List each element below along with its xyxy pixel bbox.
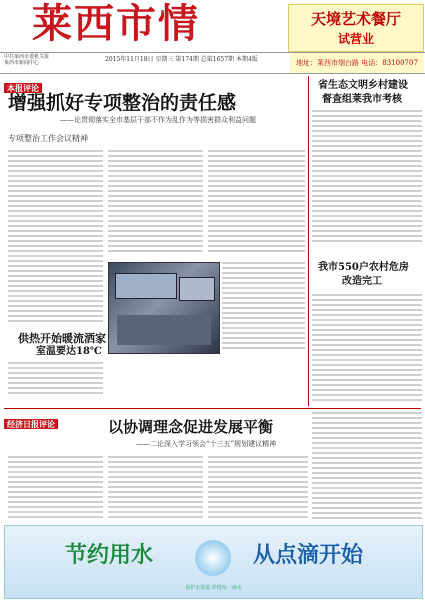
section-tag: 本报评论 xyxy=(4,83,42,93)
housing-headline: 我市550户农村危房 xyxy=(318,262,409,273)
ad-subtitle: 试营业 xyxy=(337,32,374,46)
issue-date: 2015年11月18日 星期三 xyxy=(105,56,174,63)
text-column xyxy=(208,150,305,258)
monitor-screen xyxy=(179,277,215,301)
ad-slogan-right: 从点滴开始 xyxy=(253,542,364,568)
ad-small-text: 保护水资源 珍惜每一滴水 xyxy=(185,585,242,591)
coordination-headline: 以协调理念促进发展平衡 xyxy=(108,418,274,436)
restaurant-ad xyxy=(288,4,424,52)
editorial-subhead-2: 专项整治工作会议精神 xyxy=(8,134,88,143)
section-rule xyxy=(4,408,421,409)
ecology-headline: 省生态文明乡村建设 xyxy=(318,80,408,91)
text-column xyxy=(108,150,203,258)
heating-headline: 供热开始暖流洒家 xyxy=(18,332,106,345)
ecology-headline-2: 督查组莱我市考核 xyxy=(322,94,402,105)
text-column xyxy=(208,456,308,522)
publisher-line: 中共莱西市委机关报 xyxy=(4,54,50,60)
water-drop-icon xyxy=(195,540,231,576)
issue-total: 总第1657期 xyxy=(200,56,235,63)
text-column xyxy=(312,294,422,409)
issue-number: 第174期 xyxy=(175,56,199,63)
text-column xyxy=(8,456,103,522)
section-tag: 经济日报评论 xyxy=(4,419,58,429)
newspaper-logo: 莱西市情 xyxy=(32,0,200,47)
issue-info xyxy=(105,56,258,63)
bottom-section xyxy=(4,412,58,431)
desk xyxy=(117,315,211,345)
issue-pages: 本期4版 xyxy=(235,56,258,63)
column-divider xyxy=(308,76,309,406)
monitor-screen xyxy=(115,273,177,299)
text-column xyxy=(108,456,203,522)
housing-headline-2: 改造完工 xyxy=(342,276,382,287)
ad-contact: 地址：莱西市烟台路 电话：83100707 xyxy=(290,53,424,73)
text-column xyxy=(222,262,305,352)
info-bar xyxy=(0,52,425,74)
ad-slogan-left: 节约用水 xyxy=(65,542,154,568)
text-column xyxy=(8,150,103,328)
text-column xyxy=(8,362,103,398)
heating-subhead: 室温要达18℃ xyxy=(36,346,102,357)
coordination-subhead: ——二论深入学习领会“十三五”规划建议精神 xyxy=(136,440,277,448)
control-room-photo xyxy=(108,262,220,354)
editorial-subhead: ——论贯彻落实全市基层干部不作为乱作为等损害群众利益问题 xyxy=(60,116,256,124)
publisher-info xyxy=(4,54,49,66)
editorial-headline: 增强抓好专项整治的责任感 xyxy=(8,92,237,114)
ad-title: 天境艺术餐厅 xyxy=(310,10,401,28)
water-saving-ad xyxy=(4,525,423,599)
publisher-line: 莱西市新闻中心 xyxy=(4,60,40,66)
text-column xyxy=(312,110,422,245)
text-column xyxy=(312,412,422,522)
